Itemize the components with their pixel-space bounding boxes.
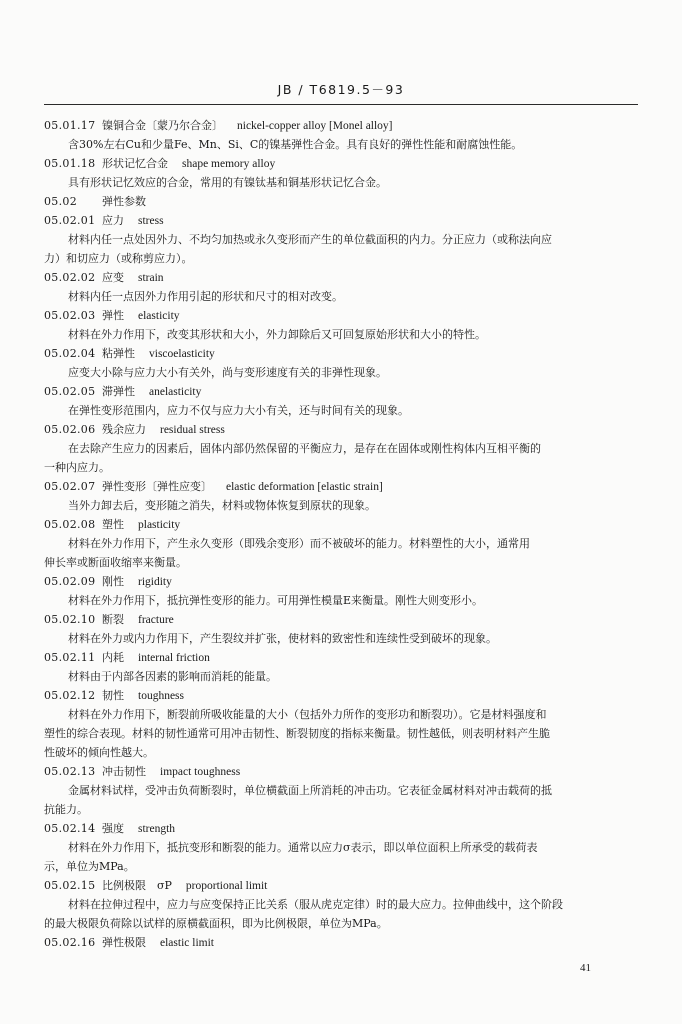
term-heading bbox=[44, 936, 214, 950]
term-heading bbox=[44, 157, 275, 171]
term-heading bbox=[44, 575, 172, 589]
term-chinese: 弹性变形〔弹性应变〕 bbox=[102, 480, 212, 493]
definition-text: 示，单位为MPa。 bbox=[44, 860, 135, 873]
definition-text: 在去除产生应力的因素后，固体内部仍然保留的平衡应力，是存在在固体或刚性构体内互相平衡的 bbox=[68, 442, 541, 455]
term-english: elastic deformation [elastic strain] bbox=[226, 481, 383, 493]
term-heading bbox=[44, 347, 215, 361]
definition-text: 力）和切应力（或称剪应力）。 bbox=[44, 252, 193, 265]
term-number: 05.02.07 bbox=[44, 480, 96, 493]
term-number: 05.02 bbox=[44, 195, 77, 208]
term-heading bbox=[44, 271, 164, 285]
term-english: anelasticity bbox=[149, 386, 202, 398]
term-number: 05.01.17 bbox=[44, 119, 96, 132]
definition-text: 性破坏的倾向性越大。 bbox=[44, 746, 154, 759]
term-english: elasticity bbox=[138, 310, 180, 322]
term-chinese: 塑性 bbox=[102, 518, 124, 531]
definition-text: 材料在外力作用下，断裂前所吸收能量的大小（包括外力所作的变形功和断裂功）。它是材料强度和 bbox=[68, 708, 547, 721]
term-number: 05.02.03 bbox=[44, 309, 96, 322]
term-heading bbox=[44, 822, 175, 836]
term-heading bbox=[44, 309, 180, 323]
definition-text: 具有形状记忆效应的合金，常用的有镍钛基和铜基形状记忆合金。 bbox=[68, 176, 387, 189]
term-number: 05.02.01 bbox=[44, 214, 96, 227]
definition-text: 一种内应力。 bbox=[44, 461, 110, 474]
term-chinese: 弹性极限 bbox=[102, 936, 146, 949]
term-english: plasticity bbox=[138, 519, 181, 531]
definition-text: 含30%左右Cu和少量Fe、Mn、Si、C的镍基弹性合金。具有良好的弹性性能和耐腐蚀性能。 bbox=[68, 138, 523, 151]
section-heading bbox=[44, 195, 160, 209]
term-heading bbox=[44, 480, 383, 494]
term-heading bbox=[44, 423, 225, 437]
term-english: viscoelasticity bbox=[149, 348, 215, 360]
definition-text: 材料内任一点因外力作用引起的形状和尺寸的相对改变。 bbox=[68, 290, 343, 303]
definition-text: 材料由于内部各因素的影响而消耗的能量。 bbox=[68, 670, 277, 683]
term-english: rigidity bbox=[138, 576, 172, 588]
term-number: 05.02.14 bbox=[44, 822, 96, 835]
term-number: 05.01.18 bbox=[44, 157, 96, 170]
term-heading bbox=[44, 765, 240, 779]
definition-text: 材料在外力作用下，产生永久变形（即残余变形）而不被破坏的能力。材料塑性的大小，通常用 bbox=[68, 537, 530, 550]
definition-text: 材料内任一点处因外力、不均匀加热或永久变形而产生的单位截面积的内力。分正应力（或称法向应 bbox=[68, 233, 552, 246]
term-chinese: 应力 bbox=[102, 214, 124, 227]
term-english: nickel-copper alloy [Monel alloy] bbox=[237, 120, 393, 132]
definition-text: 材料在外力或内力作用下，产生裂纹并扩张，使材料的致密性和连续性受到破坏的现象。 bbox=[68, 632, 497, 645]
term-number: 05.02.10 bbox=[44, 613, 96, 626]
term-chinese: 形状记忆合金 bbox=[102, 157, 168, 170]
term-number: 05.02.13 bbox=[44, 765, 96, 778]
page-number: 41 bbox=[580, 962, 591, 974]
term-chinese: 断裂 bbox=[102, 613, 124, 626]
term-number: 05.02.06 bbox=[44, 423, 96, 436]
definition-text: 金属材料试样，受冲击负荷断裂时，单位横截面上所消耗的冲击功。它表征金属材料对冲击载荷的抵 bbox=[68, 784, 552, 797]
term-english: toughness bbox=[138, 690, 184, 702]
term-number: 05.02.02 bbox=[44, 271, 96, 284]
definition-text: 材料在拉伸过程中，应力与应变保持正比关系（服从虎克定律）时的最大应力。拉伸曲线中，这个阶段 bbox=[68, 898, 563, 911]
term-number: 05.02.15 bbox=[44, 879, 96, 892]
term-chinese: 弹性参数 bbox=[102, 195, 146, 208]
term-english: stress bbox=[138, 215, 164, 227]
term-chinese: 韧性 bbox=[102, 689, 124, 702]
term-english: residual stress bbox=[160, 424, 225, 436]
term-chinese: 刚性 bbox=[102, 575, 124, 588]
term-english: internal friction bbox=[138, 652, 210, 664]
definition-text: 材料在外力作用下，抵抗弹性变形的能力。可用弹性模量E来衡量。刚性大则变形小。 bbox=[68, 594, 484, 607]
term-number: 05.02.11 bbox=[44, 651, 96, 664]
term-chinese: 粘弹性 bbox=[102, 347, 135, 360]
term-number: 05.02.16 bbox=[44, 936, 96, 949]
term-english: proportional limit bbox=[185, 880, 268, 892]
term-heading bbox=[44, 518, 180, 532]
term-english: strength bbox=[138, 823, 176, 835]
term-chinese: 冲击韧性 bbox=[102, 765, 146, 778]
term-number: 05.02.08 bbox=[44, 518, 96, 531]
definition-text: 抗能力。 bbox=[44, 803, 88, 816]
term-english: fracture bbox=[138, 614, 174, 626]
term-chinese: 比例极限 σP bbox=[102, 879, 172, 892]
term-english: shape memory alloy bbox=[182, 158, 276, 170]
definition-text: 的最大极限负荷除以试样的原横截面积，即为比例极限，单位为MPa。 bbox=[44, 917, 388, 930]
term-heading bbox=[44, 214, 164, 228]
term-heading bbox=[44, 651, 210, 665]
term-heading bbox=[44, 613, 174, 627]
term-chinese: 内耗 bbox=[102, 651, 124, 664]
term-chinese: 弹性 bbox=[102, 309, 124, 322]
term-number: 05.02.04 bbox=[44, 347, 96, 360]
definition-text: 伸长率或断面收缩率来衡量。 bbox=[44, 556, 187, 569]
definition-text: 塑性的综合表现。材料的韧性通常可用冲击韧性、断裂韧度的指标来衡量。韧性越低，则表明材料产生脆 bbox=[44, 727, 550, 740]
term-heading bbox=[44, 119, 393, 133]
term-heading bbox=[44, 385, 201, 399]
definition-text: 材料在外力作用下，抵抗变形和断裂的能力。通常以应力σ表示，即以单位面积上所承受的载荷表 bbox=[68, 841, 538, 854]
term-number: 05.02.05 bbox=[44, 385, 96, 398]
term-number: 05.02.09 bbox=[44, 575, 96, 588]
term-chinese: 滞弹性 bbox=[102, 385, 135, 398]
definition-text: 应变大小除与应力大小有关外，尚与变形速度有关的非弹性现象。 bbox=[68, 366, 387, 379]
definition-text: 在弹性变形范围内，应力不仅与应力大小有关，还与时间有关的现象。 bbox=[68, 404, 409, 417]
term-english: strain bbox=[138, 272, 164, 284]
term-english: elastic limit bbox=[160, 937, 214, 949]
term-chinese: 残余应力 bbox=[102, 423, 146, 436]
term-heading bbox=[44, 879, 267, 893]
definition-text: 材料在外力作用下，改变其形状和大小，外力卸除后又可回复原始形状和大小的特性。 bbox=[68, 328, 486, 341]
standard-header: JB / T6819.5－93 bbox=[277, 82, 405, 97]
term-english: impact toughness bbox=[160, 766, 241, 778]
term-number: 05.02.12 bbox=[44, 689, 96, 702]
term-chinese: 应变 bbox=[102, 271, 124, 284]
term-chinese: 强度 bbox=[102, 822, 124, 835]
term-chinese: 镍铜合金〔蒙乃尔合金〕 bbox=[102, 119, 223, 132]
definition-text: 当外力卸去后，变形随之消失，材料或物体恢复到原状的现象。 bbox=[68, 499, 376, 512]
term-heading bbox=[44, 689, 184, 703]
